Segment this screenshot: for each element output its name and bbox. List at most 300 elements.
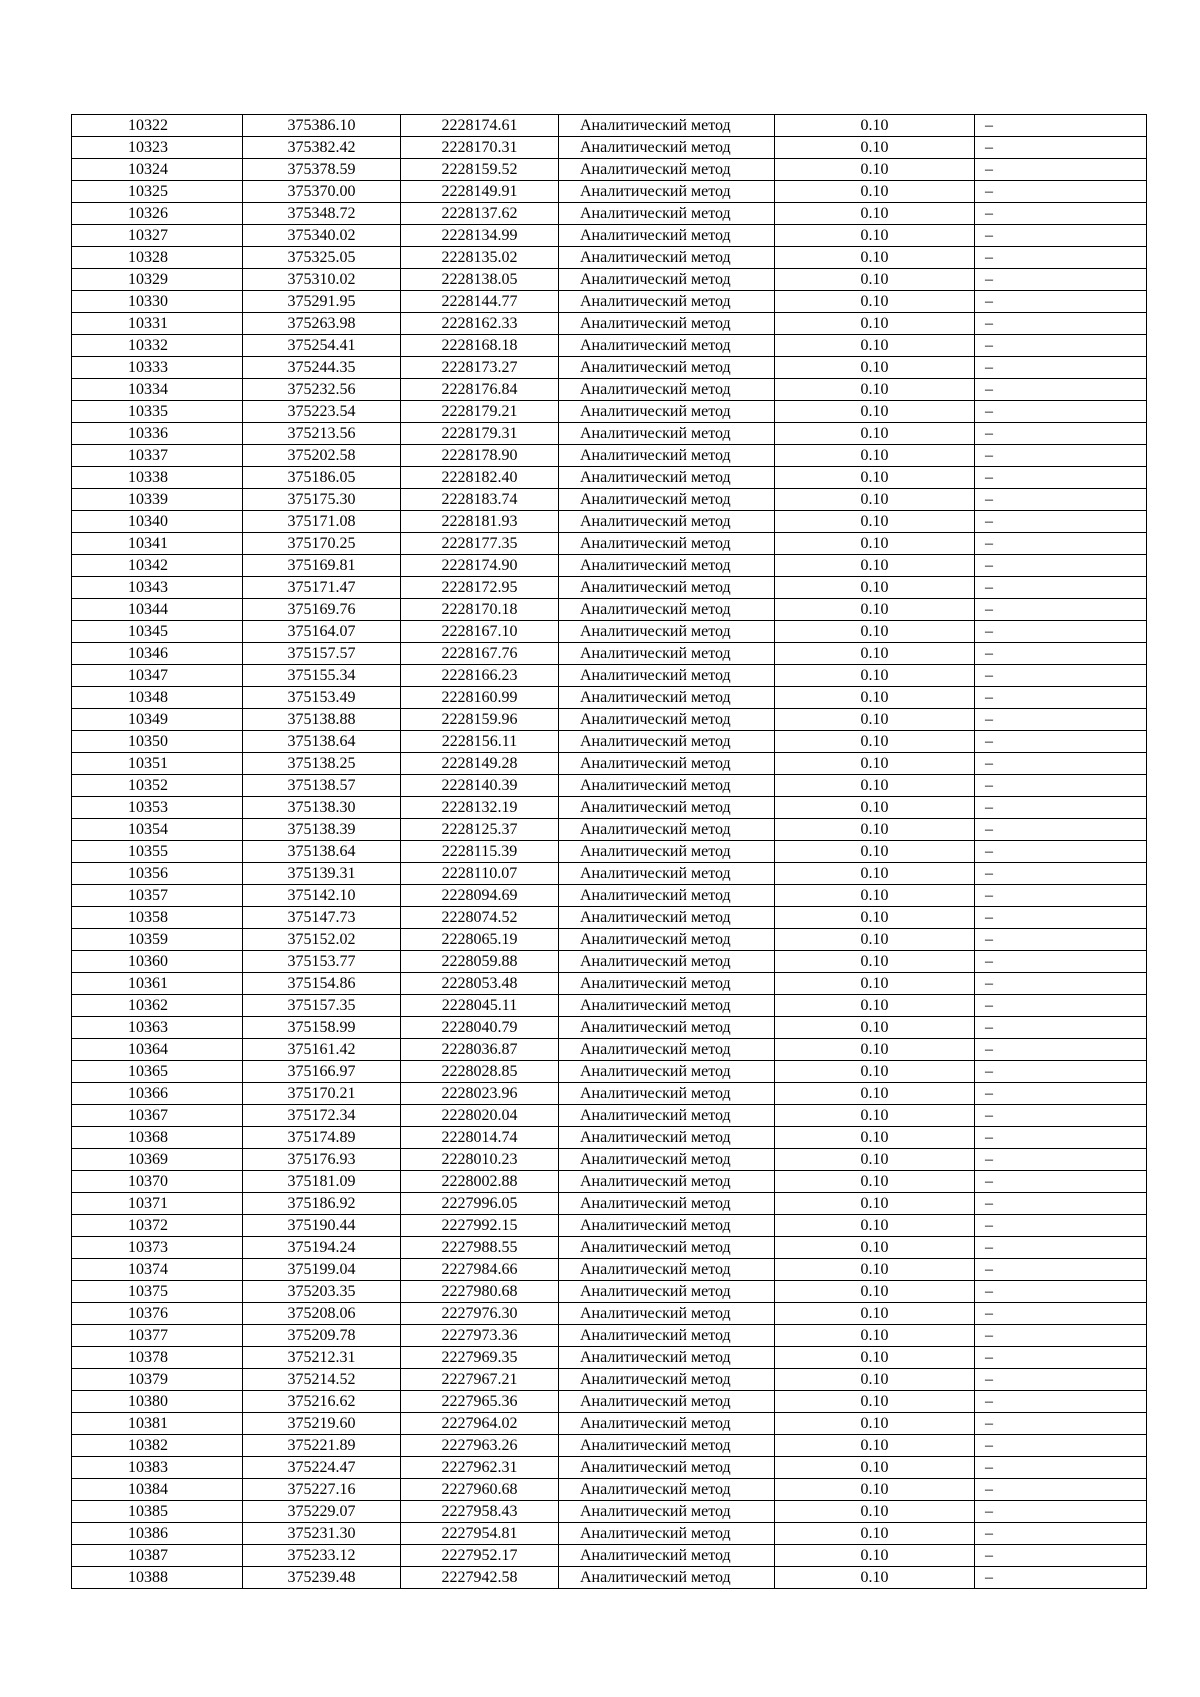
description-cell: – xyxy=(975,1127,1147,1149)
x-coordinate-cell: 375212.31 xyxy=(243,1347,401,1369)
table-row xyxy=(72,335,1147,357)
point-number-cell: 10351 xyxy=(72,753,243,775)
method-cell: Аналитический метод xyxy=(559,1567,775,1589)
table-row xyxy=(72,577,1147,599)
accuracy-cell: 0.10 xyxy=(775,797,975,819)
table-row xyxy=(72,115,1147,137)
point-number-cell: 10360 xyxy=(72,951,243,973)
table-row xyxy=(72,841,1147,863)
accuracy-cell: 0.10 xyxy=(775,247,975,269)
y-coordinate-cell: 2228168.18 xyxy=(401,335,559,357)
accuracy-cell: 0.10 xyxy=(775,1039,975,1061)
x-coordinate-cell: 375154.86 xyxy=(243,973,401,995)
accuracy-cell: 0.10 xyxy=(775,731,975,753)
point-number-cell: 10373 xyxy=(72,1237,243,1259)
accuracy-cell: 0.10 xyxy=(775,1391,975,1413)
y-coordinate-cell: 2228028.85 xyxy=(401,1061,559,1083)
x-coordinate-cell: 375239.48 xyxy=(243,1567,401,1589)
description-cell: – xyxy=(975,753,1147,775)
table-row xyxy=(72,247,1147,269)
method-cell: Аналитический метод xyxy=(559,533,775,555)
table-row xyxy=(72,1325,1147,1347)
description-cell: – xyxy=(975,489,1147,511)
accuracy-cell: 0.10 xyxy=(775,401,975,423)
y-coordinate-cell: 2228170.18 xyxy=(401,599,559,621)
y-coordinate-cell: 2228023.96 xyxy=(401,1083,559,1105)
description-cell: – xyxy=(975,731,1147,753)
description-cell: – xyxy=(975,247,1147,269)
method-cell: Аналитический метод xyxy=(559,269,775,291)
accuracy-cell: 0.10 xyxy=(775,687,975,709)
method-cell: Аналитический метод xyxy=(559,599,775,621)
table-row xyxy=(72,511,1147,533)
y-coordinate-cell: 2228176.84 xyxy=(401,379,559,401)
method-cell: Аналитический метод xyxy=(559,489,775,511)
description-cell: – xyxy=(975,445,1147,467)
point-number-cell: 10388 xyxy=(72,1567,243,1589)
description-cell: – xyxy=(975,1325,1147,1347)
description-cell: – xyxy=(975,203,1147,225)
y-coordinate-cell: 2228115.39 xyxy=(401,841,559,863)
table-row xyxy=(72,137,1147,159)
table-row xyxy=(72,1523,1147,1545)
method-cell: Аналитический метод xyxy=(559,181,775,203)
x-coordinate-cell: 375213.56 xyxy=(243,423,401,445)
x-coordinate-cell: 375153.77 xyxy=(243,951,401,973)
description-cell: – xyxy=(975,269,1147,291)
x-coordinate-cell: 375214.52 xyxy=(243,1369,401,1391)
table-row xyxy=(72,1567,1147,1589)
y-coordinate-cell: 2227988.55 xyxy=(401,1237,559,1259)
coordinates-table xyxy=(71,114,1147,1589)
x-coordinate-cell: 375219.60 xyxy=(243,1413,401,1435)
description-cell: – xyxy=(975,511,1147,533)
method-cell: Аналитический метод xyxy=(559,863,775,885)
table-row xyxy=(72,775,1147,797)
description-cell: – xyxy=(975,1215,1147,1237)
y-coordinate-cell: 2227952.17 xyxy=(401,1545,559,1567)
method-cell: Аналитический метод xyxy=(559,1149,775,1171)
accuracy-cell: 0.10 xyxy=(775,423,975,445)
table-row xyxy=(72,159,1147,181)
point-number-cell: 10359 xyxy=(72,929,243,951)
accuracy-cell: 0.10 xyxy=(775,1457,975,1479)
point-number-cell: 10348 xyxy=(72,687,243,709)
x-coordinate-cell: 375254.41 xyxy=(243,335,401,357)
point-number-cell: 10323 xyxy=(72,137,243,159)
x-coordinate-cell: 375138.88 xyxy=(243,709,401,731)
method-cell: Аналитический метод xyxy=(559,1259,775,1281)
method-cell: Аналитический метод xyxy=(559,1017,775,1039)
method-cell: Аналитический метод xyxy=(559,511,775,533)
y-coordinate-cell: 2228149.91 xyxy=(401,181,559,203)
table-row xyxy=(72,1369,1147,1391)
description-cell: – xyxy=(975,1039,1147,1061)
table-row xyxy=(72,973,1147,995)
method-cell: Аналитический метод xyxy=(559,137,775,159)
method-cell: Аналитический метод xyxy=(559,423,775,445)
description-cell: – xyxy=(975,1083,1147,1105)
table-row xyxy=(72,555,1147,577)
accuracy-cell: 0.10 xyxy=(775,1061,975,1083)
table-row xyxy=(72,819,1147,841)
method-cell: Аналитический метод xyxy=(559,951,775,973)
accuracy-cell: 0.10 xyxy=(775,929,975,951)
description-cell: – xyxy=(975,1567,1147,1589)
method-cell: Аналитический метод xyxy=(559,1215,775,1237)
x-coordinate-cell: 375386.10 xyxy=(243,115,401,137)
point-number-cell: 10344 xyxy=(72,599,243,621)
point-number-cell: 10368 xyxy=(72,1127,243,1149)
x-coordinate-cell: 375142.10 xyxy=(243,885,401,907)
method-cell: Аналитический метод xyxy=(559,643,775,665)
accuracy-cell: 0.10 xyxy=(775,467,975,489)
x-coordinate-cell: 375147.73 xyxy=(243,907,401,929)
x-coordinate-cell: 375170.25 xyxy=(243,533,401,555)
method-cell: Аналитический метод xyxy=(559,577,775,599)
table-row xyxy=(72,1017,1147,1039)
accuracy-cell: 0.10 xyxy=(775,1501,975,1523)
point-number-cell: 10370 xyxy=(72,1171,243,1193)
y-coordinate-cell: 2228059.88 xyxy=(401,951,559,973)
method-cell: Аналитический метод xyxy=(559,1435,775,1457)
table-row xyxy=(72,269,1147,291)
point-number-cell: 10328 xyxy=(72,247,243,269)
point-number-cell: 10376 xyxy=(72,1303,243,1325)
x-coordinate-cell: 375174.89 xyxy=(243,1127,401,1149)
y-coordinate-cell: 2228159.52 xyxy=(401,159,559,181)
x-coordinate-cell: 375158.99 xyxy=(243,1017,401,1039)
method-cell: Аналитический метод xyxy=(559,1083,775,1105)
description-cell: – xyxy=(975,907,1147,929)
coordinates-table-body xyxy=(72,115,1147,1589)
accuracy-cell: 0.10 xyxy=(775,203,975,225)
accuracy-cell: 0.10 xyxy=(775,1237,975,1259)
point-number-cell: 10374 xyxy=(72,1259,243,1281)
accuracy-cell: 0.10 xyxy=(775,577,975,599)
y-coordinate-cell: 2228183.74 xyxy=(401,489,559,511)
y-coordinate-cell: 2227963.26 xyxy=(401,1435,559,1457)
accuracy-cell: 0.10 xyxy=(775,1171,975,1193)
x-coordinate-cell: 375138.30 xyxy=(243,797,401,819)
description-cell: – xyxy=(975,555,1147,577)
x-coordinate-cell: 375203.35 xyxy=(243,1281,401,1303)
y-coordinate-cell: 2228179.21 xyxy=(401,401,559,423)
point-number-cell: 10357 xyxy=(72,885,243,907)
method-cell: Аналитический метод xyxy=(559,1061,775,1083)
point-number-cell: 10354 xyxy=(72,819,243,841)
table-row xyxy=(72,1435,1147,1457)
y-coordinate-cell: 2228125.37 xyxy=(401,819,559,841)
y-coordinate-cell: 2228002.88 xyxy=(401,1171,559,1193)
table-row xyxy=(72,1237,1147,1259)
point-number-cell: 10345 xyxy=(72,621,243,643)
point-number-cell: 10367 xyxy=(72,1105,243,1127)
table-row xyxy=(72,203,1147,225)
method-cell: Аналитический метод xyxy=(559,973,775,995)
description-cell: – xyxy=(975,137,1147,159)
accuracy-cell: 0.10 xyxy=(775,1303,975,1325)
description-cell: – xyxy=(975,357,1147,379)
accuracy-cell: 0.10 xyxy=(775,225,975,247)
table-row xyxy=(72,599,1147,621)
y-coordinate-cell: 2227965.36 xyxy=(401,1391,559,1413)
accuracy-cell: 0.10 xyxy=(775,335,975,357)
y-coordinate-cell: 2228135.02 xyxy=(401,247,559,269)
accuracy-cell: 0.10 xyxy=(775,1215,975,1237)
table-row xyxy=(72,1171,1147,1193)
y-coordinate-cell: 2228132.19 xyxy=(401,797,559,819)
accuracy-cell: 0.10 xyxy=(775,885,975,907)
table-row xyxy=(72,665,1147,687)
accuracy-cell: 0.10 xyxy=(775,115,975,137)
accuracy-cell: 0.10 xyxy=(775,665,975,687)
method-cell: Аналитический метод xyxy=(559,621,775,643)
point-number-cell: 10379 xyxy=(72,1369,243,1391)
table-row xyxy=(72,313,1147,335)
point-number-cell: 10377 xyxy=(72,1325,243,1347)
y-coordinate-cell: 2227996.05 xyxy=(401,1193,559,1215)
description-cell: – xyxy=(975,1479,1147,1501)
point-number-cell: 10382 xyxy=(72,1435,243,1457)
x-coordinate-cell: 375310.02 xyxy=(243,269,401,291)
accuracy-cell: 0.10 xyxy=(775,511,975,533)
point-number-cell: 10380 xyxy=(72,1391,243,1413)
description-cell: – xyxy=(975,1347,1147,1369)
x-coordinate-cell: 375181.09 xyxy=(243,1171,401,1193)
table-row xyxy=(72,1545,1147,1567)
accuracy-cell: 0.10 xyxy=(775,753,975,775)
y-coordinate-cell: 2228110.07 xyxy=(401,863,559,885)
accuracy-cell: 0.10 xyxy=(775,1017,975,1039)
accuracy-cell: 0.10 xyxy=(775,533,975,555)
description-cell: – xyxy=(975,775,1147,797)
description-cell: – xyxy=(975,1523,1147,1545)
y-coordinate-cell: 2227960.68 xyxy=(401,1479,559,1501)
accuracy-cell: 0.10 xyxy=(775,159,975,181)
y-coordinate-cell: 2228140.39 xyxy=(401,775,559,797)
description-cell: – xyxy=(975,687,1147,709)
point-number-cell: 10339 xyxy=(72,489,243,511)
accuracy-cell: 0.10 xyxy=(775,819,975,841)
point-number-cell: 10369 xyxy=(72,1149,243,1171)
y-coordinate-cell: 2228137.62 xyxy=(401,203,559,225)
method-cell: Аналитический метод xyxy=(559,247,775,269)
table-row xyxy=(72,951,1147,973)
accuracy-cell: 0.10 xyxy=(775,137,975,159)
y-coordinate-cell: 2228179.31 xyxy=(401,423,559,445)
y-coordinate-cell: 2228053.48 xyxy=(401,973,559,995)
accuracy-cell: 0.10 xyxy=(775,841,975,863)
point-number-cell: 10362 xyxy=(72,995,243,1017)
description-cell: – xyxy=(975,863,1147,885)
accuracy-cell: 0.10 xyxy=(775,709,975,731)
method-cell: Аналитический метод xyxy=(559,335,775,357)
accuracy-cell: 0.10 xyxy=(775,1369,975,1391)
accuracy-cell: 0.10 xyxy=(775,1347,975,1369)
accuracy-cell: 0.10 xyxy=(775,1479,975,1501)
accuracy-cell: 0.10 xyxy=(775,775,975,797)
x-coordinate-cell: 375221.89 xyxy=(243,1435,401,1457)
x-coordinate-cell: 375138.57 xyxy=(243,775,401,797)
method-cell: Аналитический метод xyxy=(559,1237,775,1259)
description-cell: – xyxy=(975,929,1147,951)
point-number-cell: 10347 xyxy=(72,665,243,687)
method-cell: Аналитический метод xyxy=(559,445,775,467)
y-coordinate-cell: 2227992.15 xyxy=(401,1215,559,1237)
x-coordinate-cell: 375224.47 xyxy=(243,1457,401,1479)
description-cell: – xyxy=(975,115,1147,137)
accuracy-cell: 0.10 xyxy=(775,1259,975,1281)
x-coordinate-cell: 375161.42 xyxy=(243,1039,401,1061)
point-number-cell: 10331 xyxy=(72,313,243,335)
table-row xyxy=(72,401,1147,423)
table-row xyxy=(72,863,1147,885)
point-number-cell: 10355 xyxy=(72,841,243,863)
accuracy-cell: 0.10 xyxy=(775,1149,975,1171)
table-row xyxy=(72,1347,1147,1369)
point-number-cell: 10326 xyxy=(72,203,243,225)
point-number-cell: 10324 xyxy=(72,159,243,181)
x-coordinate-cell: 375378.59 xyxy=(243,159,401,181)
x-coordinate-cell: 375227.16 xyxy=(243,1479,401,1501)
x-coordinate-cell: 375166.97 xyxy=(243,1061,401,1083)
y-coordinate-cell: 2228167.10 xyxy=(401,621,559,643)
y-coordinate-cell: 2228020.04 xyxy=(401,1105,559,1127)
point-number-cell: 10378 xyxy=(72,1347,243,1369)
accuracy-cell: 0.10 xyxy=(775,951,975,973)
x-coordinate-cell: 375155.34 xyxy=(243,665,401,687)
table-row xyxy=(72,1215,1147,1237)
description-cell: – xyxy=(975,995,1147,1017)
description-cell: – xyxy=(975,973,1147,995)
x-coordinate-cell: 375153.49 xyxy=(243,687,401,709)
point-number-cell: 10363 xyxy=(72,1017,243,1039)
method-cell: Аналитический метод xyxy=(559,1391,775,1413)
point-number-cell: 10346 xyxy=(72,643,243,665)
point-number-cell: 10342 xyxy=(72,555,243,577)
y-coordinate-cell: 2228181.93 xyxy=(401,511,559,533)
table-row xyxy=(72,1391,1147,1413)
y-coordinate-cell: 2228178.90 xyxy=(401,445,559,467)
method-cell: Аналитический метод xyxy=(559,907,775,929)
table-row xyxy=(72,1281,1147,1303)
accuracy-cell: 0.10 xyxy=(775,291,975,313)
description-cell: – xyxy=(975,335,1147,357)
x-coordinate-cell: 375139.31 xyxy=(243,863,401,885)
method-cell: Аналитический метод xyxy=(559,467,775,489)
point-number-cell: 10330 xyxy=(72,291,243,313)
y-coordinate-cell: 2228170.31 xyxy=(401,137,559,159)
point-number-cell: 10349 xyxy=(72,709,243,731)
method-cell: Аналитический метод xyxy=(559,159,775,181)
table-row xyxy=(72,1127,1147,1149)
y-coordinate-cell: 2228074.52 xyxy=(401,907,559,929)
method-cell: Аналитический метод xyxy=(559,1193,775,1215)
table-row xyxy=(72,709,1147,731)
x-coordinate-cell: 375171.47 xyxy=(243,577,401,599)
method-cell: Аналитический метод xyxy=(559,1479,775,1501)
point-number-cell: 10352 xyxy=(72,775,243,797)
x-coordinate-cell: 375157.35 xyxy=(243,995,401,1017)
description-cell: – xyxy=(975,1457,1147,1479)
description-cell: – xyxy=(975,225,1147,247)
description-cell: – xyxy=(975,665,1147,687)
description-cell: – xyxy=(975,1259,1147,1281)
table-row xyxy=(72,753,1147,775)
point-number-cell: 10336 xyxy=(72,423,243,445)
table-row xyxy=(72,379,1147,401)
table-row xyxy=(72,731,1147,753)
x-coordinate-cell: 375138.64 xyxy=(243,731,401,753)
x-coordinate-cell: 375152.02 xyxy=(243,929,401,951)
method-cell: Аналитический метод xyxy=(559,115,775,137)
y-coordinate-cell: 2227962.31 xyxy=(401,1457,559,1479)
x-coordinate-cell: 375169.76 xyxy=(243,599,401,621)
point-number-cell: 10364 xyxy=(72,1039,243,1061)
x-coordinate-cell: 375382.42 xyxy=(243,137,401,159)
x-coordinate-cell: 375325.05 xyxy=(243,247,401,269)
method-cell: Аналитический метод xyxy=(559,291,775,313)
accuracy-cell: 0.10 xyxy=(775,1325,975,1347)
method-cell: Аналитический метод xyxy=(559,1171,775,1193)
point-number-cell: 10350 xyxy=(72,731,243,753)
table-row xyxy=(72,1303,1147,1325)
accuracy-cell: 0.10 xyxy=(775,181,975,203)
x-coordinate-cell: 375199.04 xyxy=(243,1259,401,1281)
y-coordinate-cell: 2227984.66 xyxy=(401,1259,559,1281)
method-cell: Аналитический метод xyxy=(559,709,775,731)
table-row xyxy=(72,181,1147,203)
x-coordinate-cell: 375175.30 xyxy=(243,489,401,511)
method-cell: Аналитический метод xyxy=(559,1127,775,1149)
point-number-cell: 10361 xyxy=(72,973,243,995)
description-cell: – xyxy=(975,1017,1147,1039)
description-cell: – xyxy=(975,1391,1147,1413)
method-cell: Аналитический метод xyxy=(559,995,775,1017)
point-number-cell: 10356 xyxy=(72,863,243,885)
description-cell: – xyxy=(975,709,1147,731)
accuracy-cell: 0.10 xyxy=(775,1567,975,1589)
y-coordinate-cell: 2227964.02 xyxy=(401,1413,559,1435)
method-cell: Аналитический метод xyxy=(559,379,775,401)
description-cell: – xyxy=(975,1105,1147,1127)
y-coordinate-cell: 2228045.11 xyxy=(401,995,559,1017)
y-coordinate-cell: 2228065.19 xyxy=(401,929,559,951)
table-row xyxy=(72,445,1147,467)
method-cell: Аналитический метод xyxy=(559,775,775,797)
point-number-cell: 10335 xyxy=(72,401,243,423)
x-coordinate-cell: 375229.07 xyxy=(243,1501,401,1523)
method-cell: Аналитический метод xyxy=(559,1039,775,1061)
accuracy-cell: 0.10 xyxy=(775,907,975,929)
table-row xyxy=(72,357,1147,379)
y-coordinate-cell: 2228174.61 xyxy=(401,115,559,137)
y-coordinate-cell: 2228138.05 xyxy=(401,269,559,291)
x-coordinate-cell: 375176.93 xyxy=(243,1149,401,1171)
x-coordinate-cell: 375138.39 xyxy=(243,819,401,841)
description-cell: – xyxy=(975,1237,1147,1259)
point-number-cell: 10366 xyxy=(72,1083,243,1105)
x-coordinate-cell: 375138.64 xyxy=(243,841,401,863)
description-cell: – xyxy=(975,643,1147,665)
accuracy-cell: 0.10 xyxy=(775,599,975,621)
method-cell: Аналитический метод xyxy=(559,1347,775,1369)
description-cell: – xyxy=(975,1149,1147,1171)
y-coordinate-cell: 2227942.58 xyxy=(401,1567,559,1589)
x-coordinate-cell: 375186.05 xyxy=(243,467,401,489)
y-coordinate-cell: 2227967.21 xyxy=(401,1369,559,1391)
